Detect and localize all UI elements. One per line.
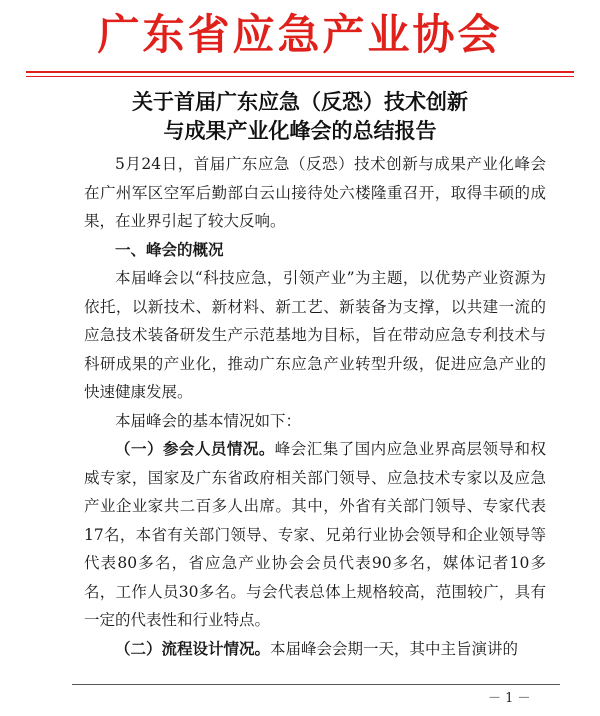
intro-paragraph: 5月24日，首届广东应急（反恐）技术创新与成果产业化峰会在广州军区空军后勤部白云山接待处六楼隆重召开，取得丰硕的成果，在业界引起了较大反响。	[84, 155, 546, 230]
attendees-lead: （一）参会人员情况。	[115, 440, 275, 458]
letterhead-rule-thick	[26, 71, 574, 73]
section-heading-overview: 一、峰会的概况	[115, 240, 224, 259]
letterhead-rule-thin	[26, 76, 574, 77]
basics-intro-paragraph: 本届峰会的基本情况如下：	[115, 411, 302, 430]
report-body	[84, 150, 546, 663]
attendees-body: 峰会汇集了国内应急业界高层领导和权威专家，国家及广东省政府相关部门领导、应急技术专家以及应急产业企业家共二百多人出席。其中，外省有关部门领导、专家代表17名，本省有关部门领导、专家、兄弟行业协会领导和企业领导等代表80多名，省应急产业协会会员代表90多名，媒体记者10多名，工作人员30多名。与会代表总体上规格较高，范围较广，具有一定的代表性和行业特点。	[84, 440, 546, 629]
page-number: － 1 －	[488, 691, 531, 706]
process-lead: （二）流程设计情况。	[115, 639, 271, 658]
org-letterhead: 广东省应急产业协会	[97, 10, 503, 59]
report-title-line-1: 关于首届广东应急（反恐）技术创新	[132, 89, 468, 114]
process-body: 本届峰会会期一天，其中主旨演讲的	[270, 639, 519, 658]
footer-rule	[72, 684, 560, 685]
process-paragraph	[84, 635, 546, 664]
attendees-paragraph	[84, 435, 546, 635]
theme-paragraph: 本届峰会以“科技应急，引领产业”为主题，以优势产业资源为依托，以新技术、新材料、新工艺、新装备为支撑，以共建一流的应急技术装备研发生产示范基地为目标，旨在带动应急专利技术与科研成果的产业化，推动广东应急产业转型升级，促进应急产业的快速健康发展。	[84, 269, 546, 401]
report-title-line-2: 与成果产业化峰会的总结报告	[163, 118, 437, 143]
